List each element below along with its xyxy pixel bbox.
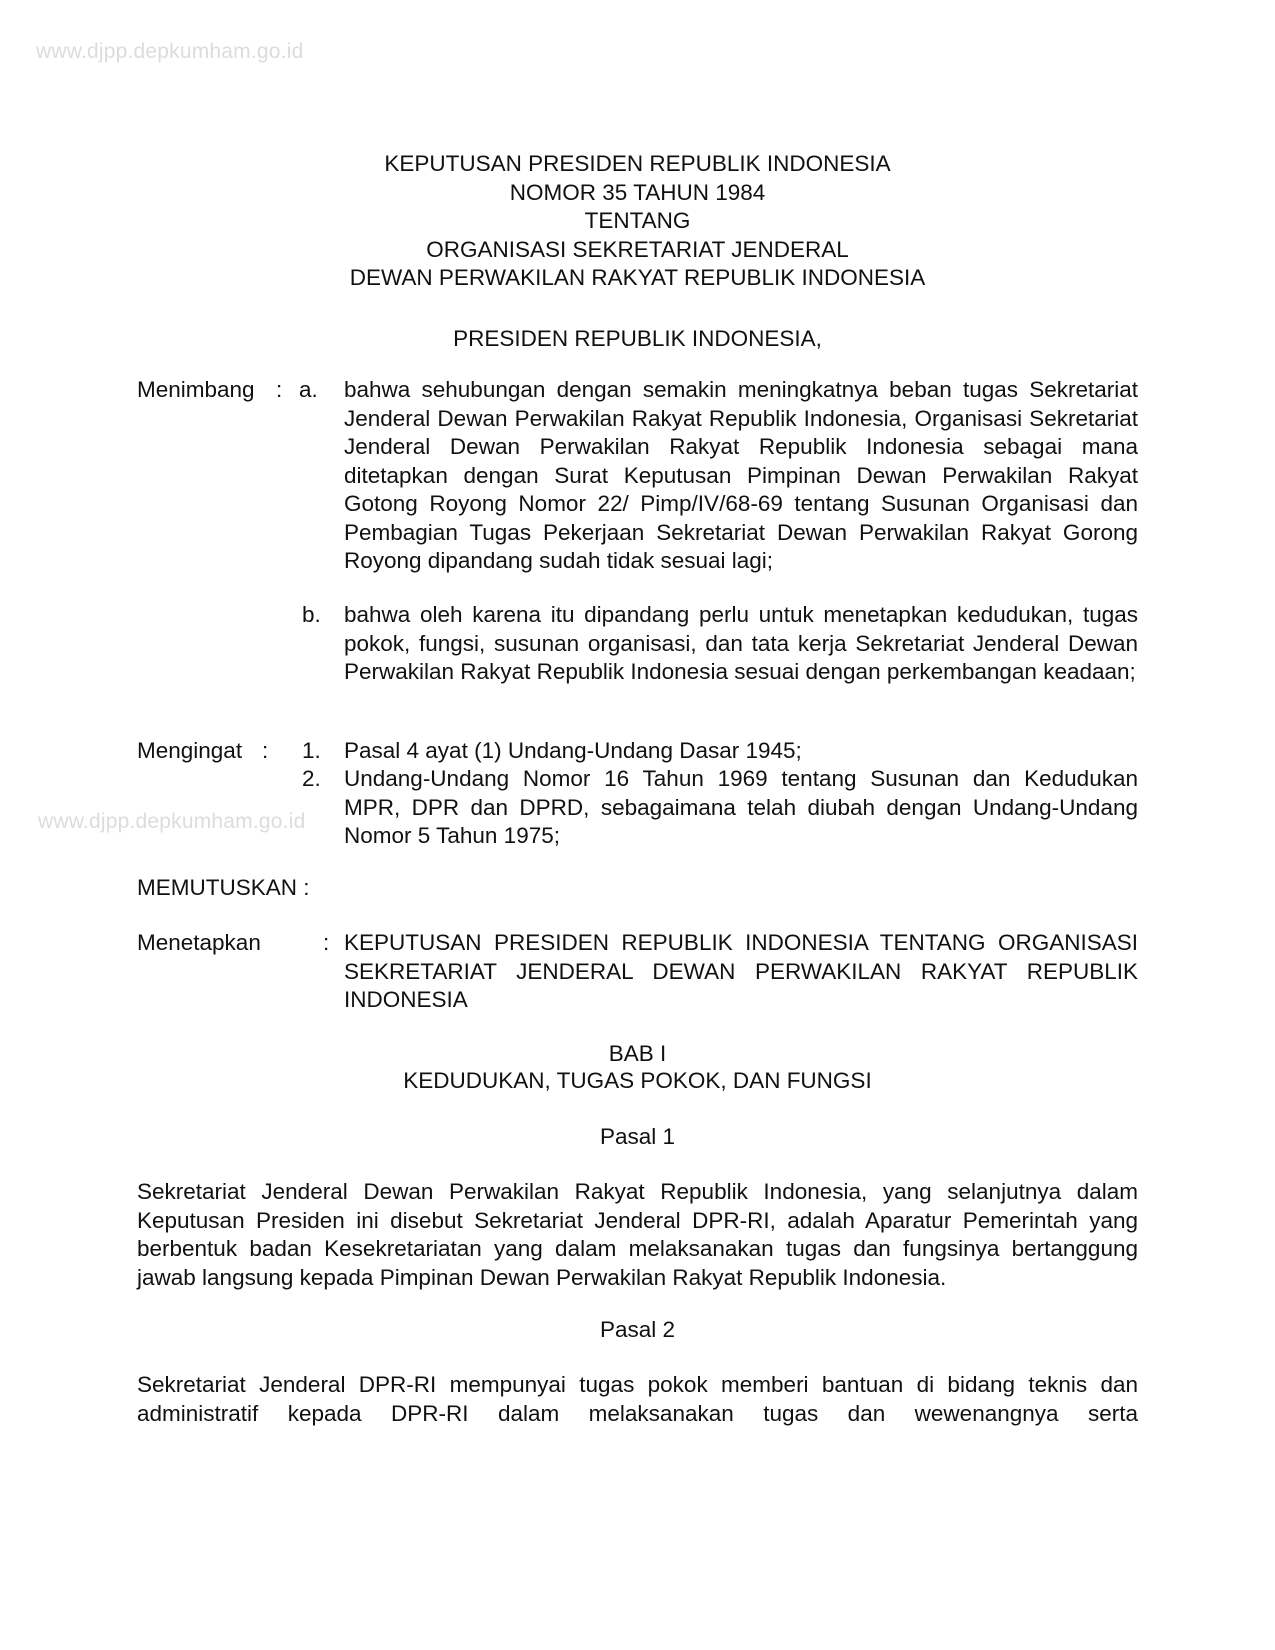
watermark-mid: www.djpp.depkumham.go.id	[38, 810, 306, 833]
menimbang-item-a: bahwa sehubungan dengan semakin meningkatnya beban tugas Sekretariat Jenderal Dewan Perwakilan Rakyat Republik Indonesia, Organisasi Sekretariat Jenderal Dewan Perwakilan Rakyat Republik Indonesia sebagai mana ditetapkan dengan Surat Keputusan Pimpinan Dewan Perwakilan Rakyat Gotong Royong Nomor 22/ Pimp/IV/68-69 tentang Susunan Organisasi dan Pembagian Tugas Pekerjaan Sekretariat Dewan Perwakilan Rakyat Gorong Royong dipandang sudah tidak sesuai lagi;	[344, 377, 1138, 573]
menetapkan-label: Menetapkan	[137, 930, 261, 955]
menimbang-colon: :	[276, 377, 283, 402]
mengingat-label: Mengingat	[137, 738, 243, 763]
memutuskan-heading: MEMUTUSKAN :	[137, 875, 310, 900]
president-heading: PRESIDEN REPUBLIK INDONESIA,	[453, 326, 822, 351]
mengingat-item-2: Undang-Undang Nomor 16 Tahun 1969 tentang Susunan dan Kedudukan MPR, DPR dan DPRD, sebagaimana telah diubah dengan Undang-Undang Nomor 5 Tahun 1975;	[344, 766, 1138, 848]
menetapkan-colon: :	[323, 930, 330, 955]
mengingat-mark-2: 2.	[302, 766, 321, 791]
mengingat-item-1: Pasal 4 ayat (1) Undang-Undang Dasar 1945;	[344, 738, 802, 763]
pasal-1-heading: Pasal 1	[599, 1124, 676, 1149]
pasal-1-text: Sekretariat Jenderal Dewan Perwakilan Rakyat Republik Indonesia, yang selanjutnya dalam Keputusan Presiden ini disebut Sekretariat Jenderal DPR-RI, adalah Aparatur Pemerintah yang berbentuk badan Kesekretariatan yang dalam melaksanakan tugas dan fungsinya bertanggung jawab langsung kepada Pimpinan Dewan Perwakilan Rakyat Republik Indonesia.	[137, 1179, 1138, 1290]
title-line-2: NOMOR 35 TAHUN 1984	[509, 179, 766, 205]
document-title	[0, 150, 1275, 293]
menimbang-label: Menimbang	[137, 377, 255, 402]
title-line-1: KEPUTUSAN PRESIDEN REPUBLIK INDONESIA	[384, 151, 891, 176]
title-line-4: ORGANISASI SEKRETARIAT JENDERAL	[426, 236, 849, 262]
mengingat-mark-1: 1.	[302, 738, 321, 763]
menimbang-item-b: bahwa oleh karena itu dipandang perlu untuk menetapkan kedudukan, tugas pokok, fungsi, susunan organisasi, dan tata kerja Sekretariat Jenderal Dewan Perwakilan Rakyat Republik Indonesia sesuai dengan perkembangan keadaan;	[344, 602, 1138, 684]
mengingat-colon: :	[262, 738, 269, 763]
pasal-2-heading: Pasal 2	[599, 1317, 676, 1342]
menimbang-mark-a: a.	[299, 377, 318, 402]
title-line-3: TENTANG	[584, 208, 691, 234]
bab-title: KEDUDUKAN, TUGAS POKOK, DAN FUNGSI	[403, 1068, 872, 1093]
bab-number: BAB I	[608, 1041, 667, 1066]
menimbang-mark-b: b.	[302, 602, 321, 627]
title-line-5: DEWAN PERWAKILAN RAKYAT REPUBLIK INDONESIA	[349, 265, 926, 291]
watermark-top: www.djpp.depkumham.go.id	[36, 40, 304, 63]
pasal-2-text: Sekretariat Jenderal DPR-RI mempunyai tugas pokok memberi bantuan di bidang teknis dan administratif kepada DPR-RI dalam melaksanakan tugas dan wewenangnya serta	[137, 1372, 1138, 1426]
menetapkan-text: KEPUTUSAN PRESIDEN REPUBLIK INDONESIA TENTANG ORGANISASI SEKRETARIAT JENDERAL DEWAN PERWAKILAN RAKYAT REPUBLIK INDONESIA	[344, 930, 1138, 1012]
